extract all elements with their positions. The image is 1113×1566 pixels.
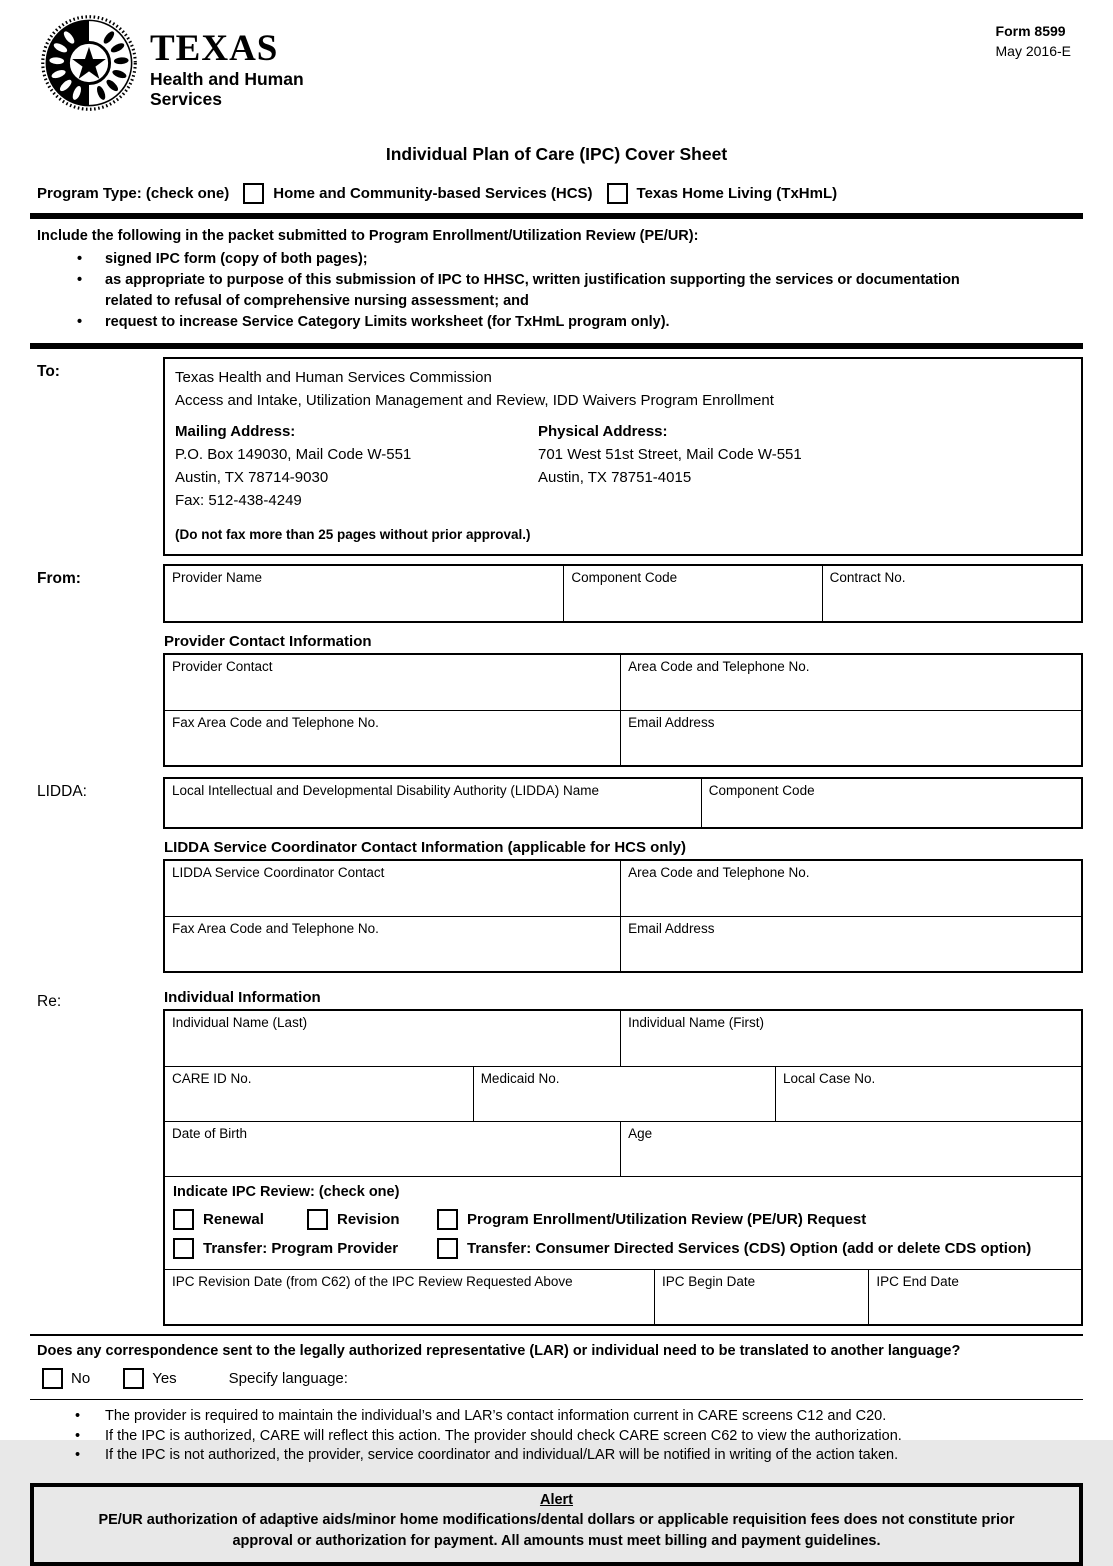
language-question: Does any correspondence sent to the legally authorized representative (LAR) or individual need to be translated to another language? — [37, 1342, 961, 1359]
form-info — [996, 22, 1071, 61]
include-instructions — [30, 219, 1083, 337]
field-provider-name[interactable]: Provider Name — [165, 566, 564, 621]
option-peur-request: Program Enrollment/Utilization Review (PE/UR) Request — [437, 1209, 866, 1230]
to-address-box — [163, 357, 1083, 555]
option-revision: Revision — [307, 1209, 437, 1230]
note-bullet: • If the IPC is authorized, CARE will reflect this action. The provider should check CARE screen C62 to view the authorization. — [30, 1427, 1083, 1447]
lidda-label: LIDDA: — [37, 782, 87, 800]
note-bullet: • The provider is required to maintain the individual’s and LAR’s contact information current in CARE screens C12 and C20. — [30, 1407, 1083, 1427]
checkbox-renewal[interactable] — [173, 1209, 194, 1230]
from-label: From: — [37, 569, 81, 587]
notes-bullet-list — [30, 1407, 1083, 1466]
option-no: No — [42, 1368, 90, 1389]
field-lidda-name[interactable]: Local Intellectual and Developmental Disability Authority (LIDDA) Name — [165, 779, 702, 827]
logo-brand: TEXAS — [150, 28, 279, 69]
program-type-row — [30, 179, 1083, 207]
checkbox-transfer-provider[interactable] — [173, 1238, 194, 1259]
ipc-review-block — [165, 1176, 1081, 1269]
field-component-code[interactable]: Component Code — [564, 566, 822, 621]
checkbox-txhml[interactable] — [607, 183, 628, 204]
option-renewal: Renewal — [173, 1209, 307, 1230]
field-provider-email[interactable]: Email Address — [621, 710, 1081, 765]
individual-info-heading: Individual Information — [164, 988, 321, 1006]
field-age[interactable]: Age — [621, 1121, 1081, 1176]
from-table — [163, 564, 1083, 623]
individual-info-table — [163, 1009, 1083, 1326]
specify-language-field[interactable]: Specify language: — [228, 1369, 348, 1387]
physical-address: Physical Address: 701 West 51st Street, Mail Code W-551 Austin, TX 78751-4015 — [538, 420, 802, 513]
field-ipc-revision-date[interactable]: IPC Revision Date (from C62) of the IPC Review Requested Above — [165, 1269, 655, 1324]
field-provider-phone[interactable]: Area Code and Telephone No. — [628, 658, 810, 674]
form-number: Form 8599 — [995, 23, 1066, 39]
checkbox-hcs[interactable] — [243, 183, 264, 204]
field-medicaid-no[interactable]: Medicaid No. — [474, 1066, 776, 1121]
field-provider-contact[interactable]: Provider Contact — [165, 655, 621, 710]
physical-heading: Physical Address: — [538, 422, 668, 440]
re-section — [30, 987, 1083, 1326]
language-answer-row — [30, 1368, 1083, 1389]
to-section — [30, 357, 1083, 555]
field-ipc-end-date[interactable]: IPC End Date — [869, 1269, 1081, 1324]
ipc-review-options-row2 — [173, 1238, 1073, 1259]
field-ipc-begin-date[interactable]: IPC Begin Date — [655, 1269, 869, 1324]
fax-note: (Do not fax more than 25 pages without prior approval.) — [175, 526, 531, 542]
include-bullet: • as appropriate to purpose of this submission of IPC to HHSC, written justification supporting the services or documentation related to refusal of comprehensive nursing assessment; and — [37, 270, 967, 312]
note-bullet: • If the IPC is not authorized, the provider, service coordinator and individual/LAR will be notified in writing of the action taken. — [30, 1446, 1083, 1466]
alert-heading: Alert — [539, 1492, 574, 1509]
field-lidda-component-code[interactable]: Component Code — [708, 782, 815, 798]
checkbox-no[interactable] — [42, 1368, 63, 1389]
form-date: May 2016-E — [995, 42, 1071, 59]
texas-seal-icon — [40, 14, 138, 112]
to-line2: Access and Intake, Utilization Management and Review, IDD Waivers Program Enrollment — [175, 392, 774, 410]
re-label: Re: — [37, 992, 62, 1010]
include-bullet: • signed IPC form (copy of both pages); — [37, 249, 967, 270]
provider-contact-heading: Provider Contact Information — [164, 632, 372, 650]
field-date-of-birth[interactable]: Date of Birth — [165, 1121, 621, 1176]
lidda-section — [30, 777, 1083, 973]
mailing-heading: Mailing Address: — [175, 422, 296, 440]
include-bullet: • request to increase Service Category Limits worksheet (for TxHmL program only). — [37, 312, 967, 333]
to-line1: Texas Health and Human Services Commission — [175, 369, 492, 387]
ipc-review-heading: Indicate IPC Review: (check one) — [173, 1183, 400, 1200]
checkbox-transfer-cds[interactable] — [437, 1238, 458, 1259]
hhs-logo — [30, 14, 1083, 112]
to-label: To: — [37, 363, 60, 381]
notes-section — [30, 1400, 1083, 1474]
checkbox-yes[interactable] — [123, 1368, 144, 1389]
alert-box — [30, 1483, 1083, 1566]
field-name-first[interactable]: Individual Name (First) — [628, 1014, 764, 1030]
from-section — [30, 564, 1083, 767]
lidda-sc-table — [163, 859, 1083, 973]
include-bullet-list — [37, 249, 1083, 333]
checkbox-revision[interactable] — [307, 1209, 328, 1230]
field-lidda-sc-contact[interactable]: LIDDA Service Coordinator Contact — [165, 861, 621, 916]
page-title: Individual Plan of Care (IPC) Cover Sheet — [385, 144, 728, 164]
lidda-sc-heading: LIDDA Service Coordinator Contact Information (applicable for HCS only) — [164, 838, 686, 856]
checkbox-peur-request[interactable] — [437, 1209, 458, 1230]
provider-contact-table — [163, 653, 1083, 767]
option-txhml-label: Texas Home Living (TxHmL) — [636, 184, 838, 202]
field-name-last[interactable]: Individual Name (Last) — [165, 1011, 621, 1066]
logo-text — [150, 14, 304, 110]
field-lidda-sc-email[interactable]: Email Address — [621, 916, 1081, 971]
option-yes: Yes — [123, 1368, 176, 1389]
ipc-review-options-row1 — [173, 1209, 1073, 1230]
field-lidda-sc-phone[interactable]: Area Code and Telephone No. — [628, 864, 810, 880]
include-intro: Include the following in the packet submitted to Program Enrollment/Utilization Review (PE/UR): — [37, 228, 699, 244]
field-provider-fax[interactable]: Fax Area Code and Telephone No. — [165, 710, 621, 765]
lidda-table — [163, 777, 1083, 829]
logo-subtitle: Health and Human Services — [150, 69, 304, 110]
option-hcs-label: Home and Community-based Services (HCS) — [273, 184, 593, 202]
field-care-id[interactable]: CARE ID No. — [165, 1066, 474, 1121]
field-lidda-sc-fax[interactable]: Fax Area Code and Telephone No. — [165, 916, 621, 971]
header — [30, 14, 1083, 136]
option-transfer-provider: Transfer: Program Provider — [173, 1238, 437, 1259]
option-transfer-cds: Transfer: Consumer Directed Services (CDS) Option (add or delete CDS option) — [437, 1238, 1031, 1259]
address-columns — [175, 420, 1071, 513]
mailing-address: Mailing Address: P.O. Box 149030, Mail Code W-551 Austin, TX 78714-9030 Fax: 512-438-4249 — [175, 420, 538, 513]
field-contract-no[interactable]: Contract No. — [829, 569, 906, 585]
program-type-label: Program Type: (check one) — [37, 184, 230, 202]
alert-text: PE/UR authorization of adaptive aids/minor home modifications/dental dollars or applicable requisition fees does not constitute prior approval or authorization for payment. All amounts must meet billing and payment guidelines. — [98, 1512, 1015, 1550]
field-local-case-no[interactable]: Local Case No. — [776, 1066, 1081, 1121]
